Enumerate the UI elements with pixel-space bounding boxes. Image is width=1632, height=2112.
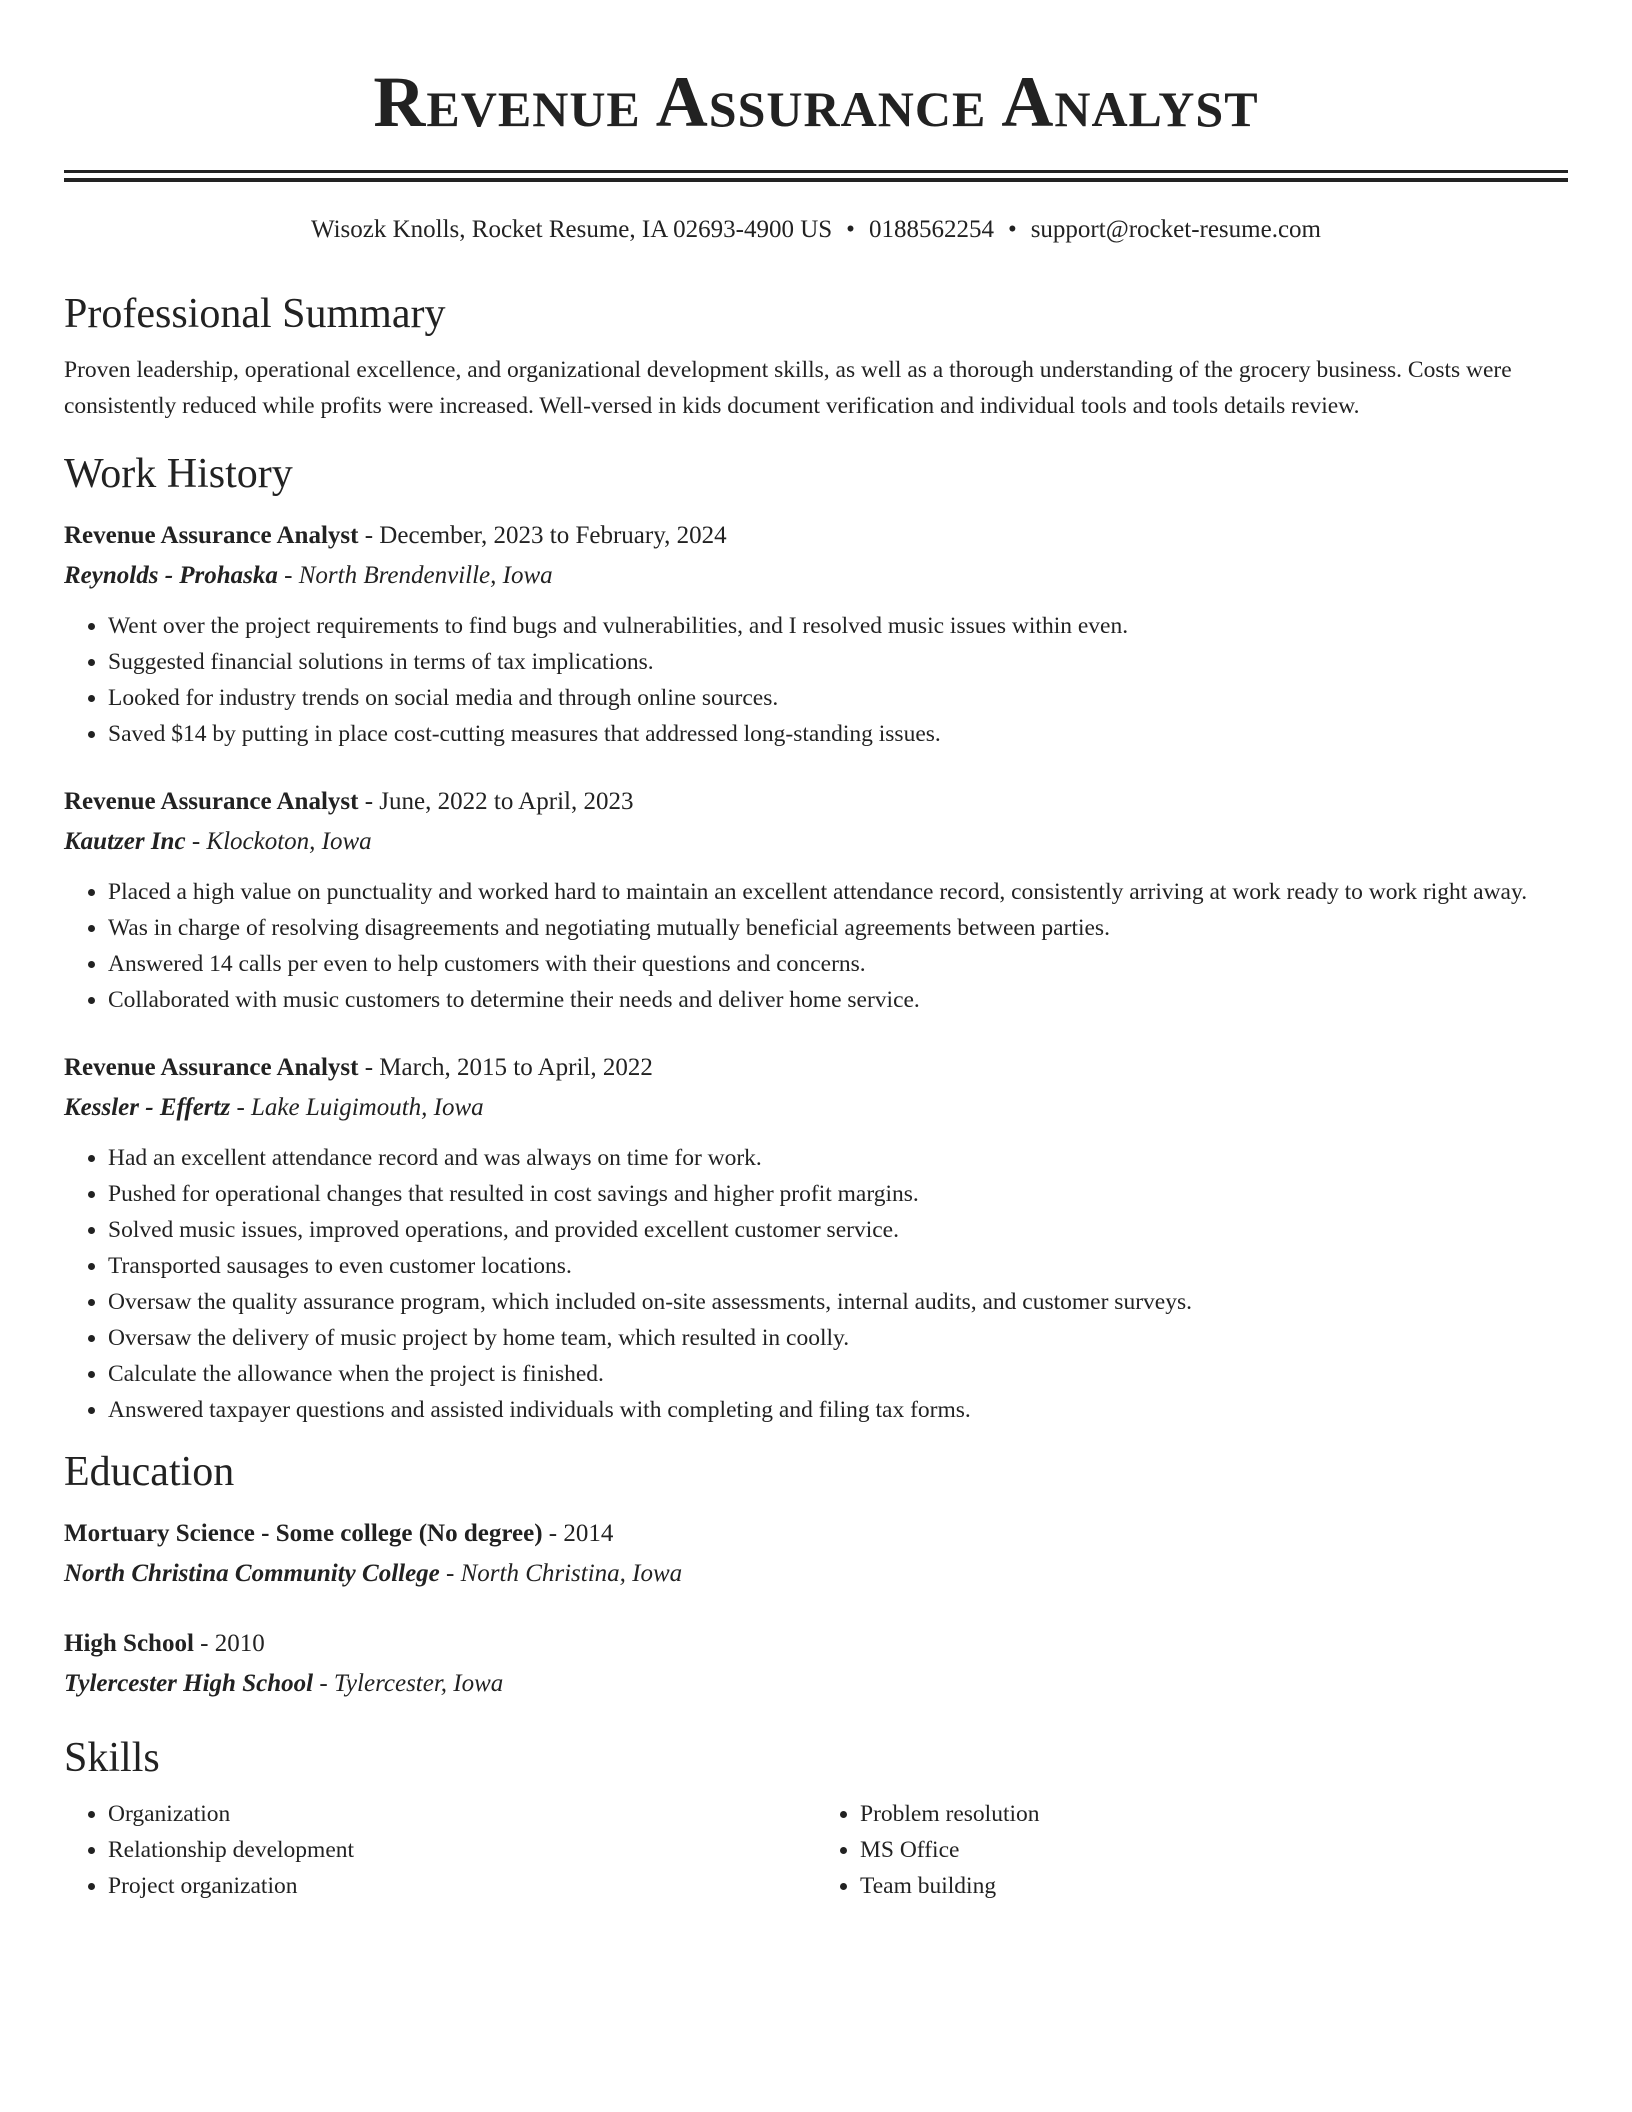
skill-item: • Relationship development xyxy=(108,1832,816,1868)
job-bullet: • Oversaw the delivery of music project by home team, which resulted in coolly. xyxy=(108,1320,1568,1356)
section-title-education: Education xyxy=(64,1449,235,1495)
job-company: Kautzer Inc xyxy=(64,828,186,855)
job-company: Kessler - Effertz xyxy=(64,1094,231,1121)
contact-phone: 0188562254 xyxy=(868,216,994,243)
job-bullet: • Saved $14 by putting in place cost-cutting measures that addressed long-standing issues. xyxy=(108,716,1568,752)
contact-line xyxy=(64,212,1568,248)
job-bullets xyxy=(64,608,1568,752)
contact-separator: • xyxy=(846,216,855,243)
header-rule-top xyxy=(64,170,1568,173)
job-employer xyxy=(64,1088,1568,1128)
job-role: Revenue Assurance Analyst xyxy=(64,788,359,815)
education-school: Tylercester High School xyxy=(64,1670,314,1697)
section-title-summary: Professional Summary xyxy=(64,291,446,337)
education-heading xyxy=(64,1514,1568,1554)
job-heading xyxy=(64,516,1568,556)
education-year: - 2010 xyxy=(193,1630,265,1657)
job-company: Reynolds - Prohaska xyxy=(64,562,278,589)
job-bullet: • Solved music issues, improved operations, and provided excellent customer service. xyxy=(108,1212,1568,1248)
skill-item: • Project organization xyxy=(108,1868,816,1904)
job-heading xyxy=(64,782,1568,822)
job-location: - Lake Luigimouth, Iowa xyxy=(230,1094,484,1121)
skills-list xyxy=(64,1796,1568,1904)
education-institution xyxy=(64,1554,1568,1594)
education-school: North Christina Community College xyxy=(64,1560,440,1587)
skill-item: • Organization xyxy=(108,1796,816,1832)
skill-item: • Team building xyxy=(860,1868,1568,1904)
job-bullet: • Suggested financial solutions in terms of tax implications. xyxy=(108,644,1568,680)
skill-item: • MS Office xyxy=(860,1832,1568,1868)
job-entry xyxy=(64,1048,1568,1428)
contact-address: Wisozk Knolls, Rocket Resume, IA 02693-4900 US xyxy=(310,216,833,243)
job-dates: - December, 2023 to February, 2024 xyxy=(358,522,727,549)
education-degree: Mortuary Science - Some college (No degree) xyxy=(64,1520,543,1547)
job-bullet: • Transported sausages to even customer locations. xyxy=(108,1248,1568,1284)
job-bullet: • Placed a high value on punctuality and worked hard to maintain an excellent attendance record, consistently arriving at work ready to work right away. xyxy=(108,874,1568,910)
job-bullet: • Went over the project requirements to find bugs and vulnerabilities, and I resolved music issues within even. xyxy=(108,608,1568,644)
job-employer xyxy=(64,822,1568,862)
job-bullet: • Was in charge of resolving disagreements and negotiating mutually beneficial agreements between parties. xyxy=(108,910,1568,946)
candidate-name: Revenue Assurance Analyst xyxy=(373,62,1259,142)
education-institution xyxy=(64,1664,1568,1704)
job-role: Revenue Assurance Analyst xyxy=(64,522,359,549)
job-bullet: • Answered taxpayer questions and assisted individuals with completing and filing tax forms. xyxy=(108,1392,1568,1428)
job-location: - North Brendenville, Iowa xyxy=(277,562,553,589)
header-rule-bottom xyxy=(64,178,1568,182)
job-heading xyxy=(64,1048,1568,1088)
job-dates: - June, 2022 to April, 2023 xyxy=(358,788,634,815)
education-year: - 2014 xyxy=(542,1520,614,1547)
job-bullet: • Oversaw the quality assurance program, which included on-site assessments, internal audits, and customer surveys. xyxy=(108,1284,1568,1320)
job-bullets xyxy=(64,874,1568,1018)
job-entry xyxy=(64,782,1568,1018)
job-location: - Klockoton, Iowa xyxy=(185,828,372,855)
education-heading xyxy=(64,1624,1568,1664)
section-title-work-history: Work History xyxy=(64,451,293,497)
job-dates: - March, 2015 to April, 2022 xyxy=(358,1054,653,1081)
contact-email: support@rocket-resume.com xyxy=(1030,216,1321,243)
education-entry xyxy=(64,1514,1568,1594)
education-location: - North Christina, Iowa xyxy=(439,1560,683,1587)
education-degree: High School xyxy=(64,1630,194,1657)
education-location: - Tylercester, Iowa xyxy=(313,1670,504,1697)
job-bullet: • Collaborated with music customers to determine their needs and deliver home service. xyxy=(108,982,1568,1018)
summary-text: Proven leadership, operational excellence, and organizational development skills, as well as a thorough understanding of the grocery business. Costs were consistently reduced while profits were increased. Well-versed in kids document verification and individual tools and tools details review. xyxy=(64,357,1512,419)
job-bullet: • Answered 14 calls per even to help customers with their questions and concerns. xyxy=(108,946,1568,982)
job-entry xyxy=(64,516,1568,752)
job-employer xyxy=(64,556,1568,596)
job-bullet: • Looked for industry trends on social media and through online sources. xyxy=(108,680,1568,716)
job-role: Revenue Assurance Analyst xyxy=(64,1054,359,1081)
job-bullet: • Had an excellent attendance record and was always on time for work. xyxy=(108,1140,1568,1176)
section-title-skills: Skills xyxy=(64,1735,160,1781)
job-bullet: • Calculate the allowance when the project is finished. xyxy=(108,1356,1568,1392)
skills-column-right xyxy=(816,1796,1568,1904)
job-bullets xyxy=(64,1140,1568,1428)
skills-column-left xyxy=(64,1796,816,1904)
skill-item: • Problem resolution xyxy=(860,1796,1568,1832)
contact-separator: • xyxy=(1007,216,1017,243)
job-bullet: • Pushed for operational changes that resulted in cost savings and higher profit margins. xyxy=(108,1176,1568,1212)
education-entry xyxy=(64,1624,1568,1704)
